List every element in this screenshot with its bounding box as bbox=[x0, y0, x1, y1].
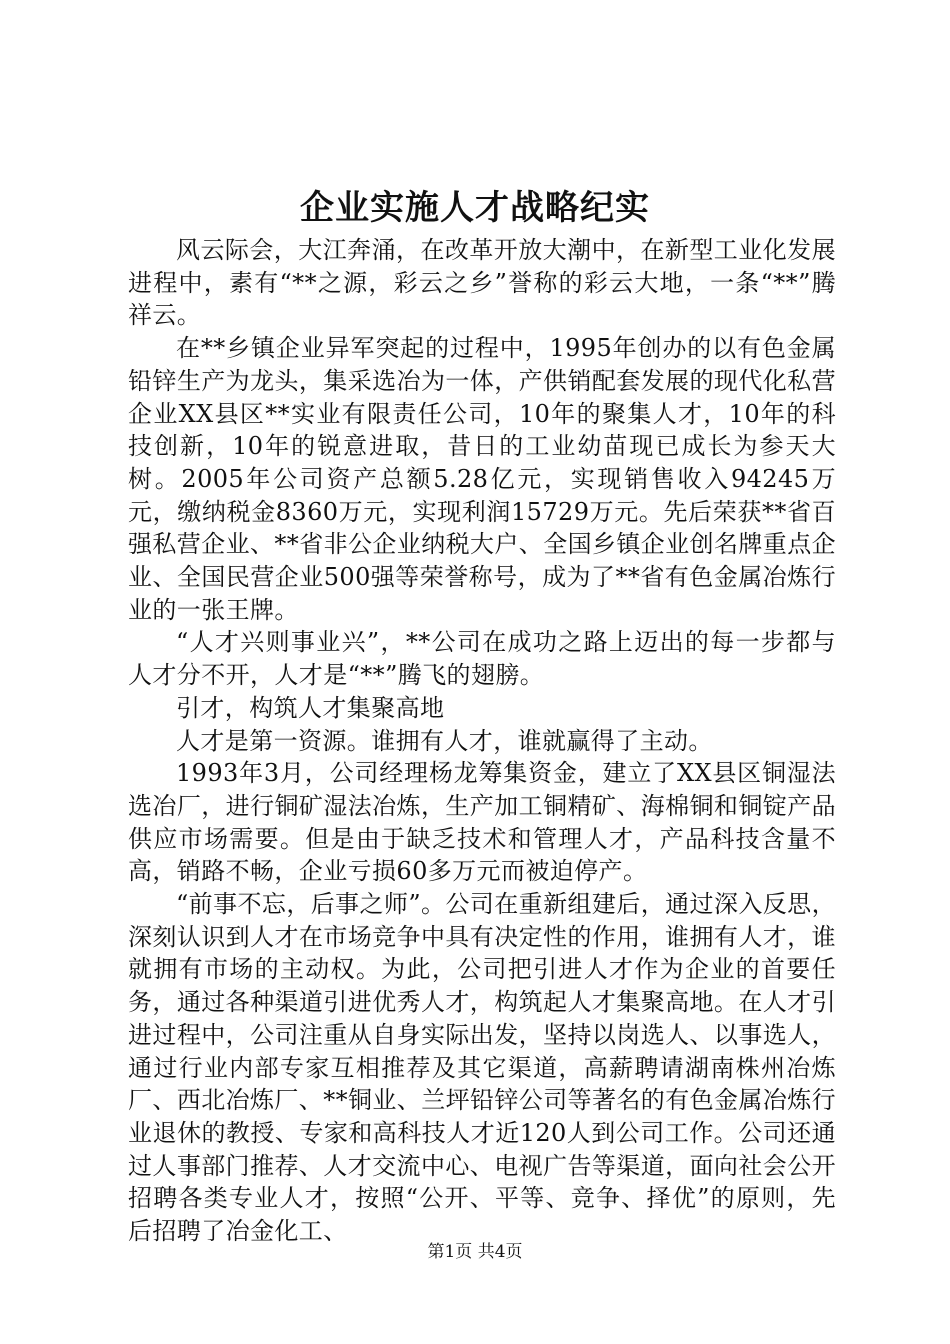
paragraph-3: “人才兴则事业兴”，**公司在成功之路上迈出的每一步都与人才分不开，人才是“**”腾飞的翅膀。 bbox=[128, 628, 836, 690]
paragraph-5: 1993年3月，公司经理杨龙筹集资金，建立了XX县区铜湿法选冶厂，进行铜矿湿法冶炼，生产加工铜精矿、海棉铜和铜锭产品供应市场需要。但是由于缺乏技术和管理人才，产品科技含量不高，销路不畅，企业亏损60多万元而被迫停产。 bbox=[128, 759, 836, 886]
section-heading: 引才，构筑人才集聚高地 bbox=[176, 693, 445, 722]
document-title: 企业实施人才战略纪实 bbox=[300, 188, 650, 228]
paragraph-1: 风云际会，大江奔涌，在改革开放大潮中，在新型工业化发展进程中，素有“**之源，彩云之乡”誉称的彩云大地，一条“**”腾祥云。 bbox=[128, 236, 836, 330]
paragraph-4: 人才是第一资源。谁拥有人才，谁就赢得了主动。 bbox=[176, 726, 713, 755]
document-body bbox=[128, 234, 836, 1248]
page-number-footer: 第1页 共4页 bbox=[427, 1242, 523, 1262]
paragraph-6: “前事不忘，后事之师”。公司在重新组建后，通过深入反思，深刻认识到人才在市场竞争中具有决定性的作用，谁拥有人才，谁就拥有市场的主动权。为此，公司把引进人才作为企业的首要任务，通过各种渠道引进优秀人才，构筑起人才集聚高地。在人才引进过程中，公司注重从自身实际出发，坚持以岗选人、以事选人，通过行业内部专家互相推荐及其它渠道，高薪聘请湖南株州冶炼厂、西北冶炼厂、**铜业、兰坪铅锌公司等著名的有色金属冶炼行业退休的教授、专家和高科技人才近120人到公司工作。公司还通过人事部门推荐、人才交流中心、电视广告等渠道，面向社会公开招聘各类专业人才，按照“公开、平等、竞争、择优”的原则，先后招聘了冶金化工、 bbox=[128, 890, 836, 1246]
paragraph-2: 在**乡镇企业异军突起的过程中，1995年创办的以有色金属铅锌生产为龙头，集采选冶为一体，产供销配套发展的现代化私营企业XX县区**实业有限责任公司，10年的聚集人才，10年的科技创新，10年的锐意进取，昔日的工业幼苗现已成长为参天大树。2005年公司资产总额5.28亿元，实现销售收入94245万元，缴纳税金8360万元，实现利润15729万元。先后荣获**省百强私营企业、**省非公企业纳税大户、全国乡镇企业创名牌重点企业、全国民营企业500强等荣誉称号，成为了**省有色金属冶炼行业的一张王牌。 bbox=[128, 334, 836, 624]
